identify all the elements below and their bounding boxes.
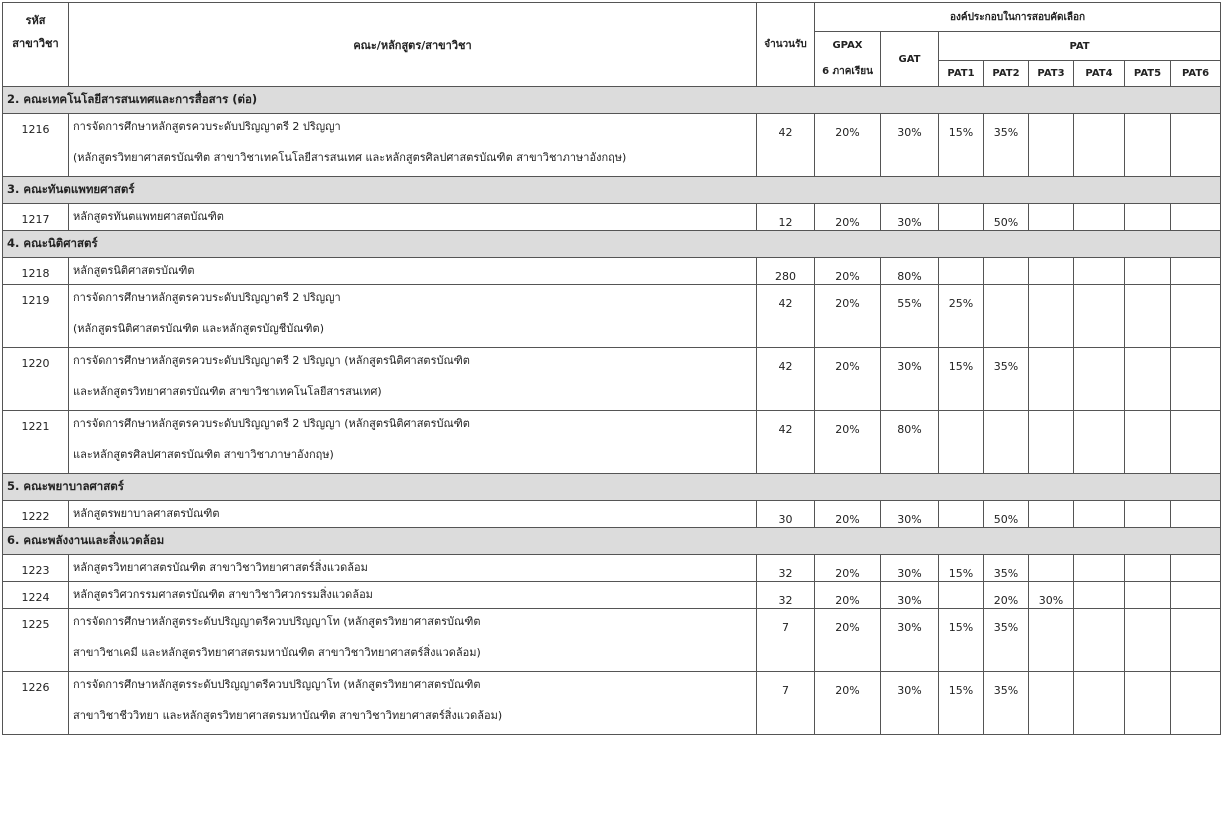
program-description-line: การจัดการศึกษาหลักสูตรระดับปริญญาตรีควบปริญญาโท (หลักสูตรวิทยาศาสตรบัณฑิต xyxy=(73,678,481,691)
program-description-line: หลักสูตรทันตแพทยศาสตบัณฑิต xyxy=(73,210,224,223)
program-description xyxy=(69,555,757,582)
pat3-value xyxy=(1029,609,1074,672)
pat2-value xyxy=(984,285,1029,348)
gpax-value: 20% xyxy=(815,555,881,582)
pat5-value xyxy=(1125,285,1171,348)
pat4-value xyxy=(1074,114,1125,177)
seats-value: 12 xyxy=(757,204,815,231)
pat4-value xyxy=(1074,258,1125,285)
pat1-value xyxy=(939,582,984,609)
program-description xyxy=(69,609,757,672)
table-row xyxy=(3,672,1221,735)
table-body xyxy=(3,87,1221,735)
gat-value: 55% xyxy=(881,285,939,348)
pat2-value: 35% xyxy=(984,672,1029,735)
pat1-value xyxy=(939,258,984,285)
program-description-line: การจัดการศึกษาหลักสูตรควบระดับปริญญาตรี 2 ปริญญา (หลักสูตรนิติศาสตรบัณฑิต xyxy=(73,417,470,430)
program-description xyxy=(69,114,757,177)
header-gpax xyxy=(815,32,881,87)
gat-value: 30% xyxy=(881,204,939,231)
pat1-value: 15% xyxy=(939,555,984,582)
gpax-value: 20% xyxy=(815,258,881,285)
pat6-value xyxy=(1171,582,1221,609)
program-code: 1219 xyxy=(3,285,69,348)
pat1-value: 25% xyxy=(939,285,984,348)
section-title: 6. คณะพลังงานและสิ่งแวดล้อม xyxy=(3,528,1221,555)
pat6-value xyxy=(1171,411,1221,474)
program-description-line: หลักสูตรนิติศาสตรบัณฑิต xyxy=(73,264,195,277)
program-description xyxy=(69,285,757,348)
pat5-value xyxy=(1125,609,1171,672)
pat3-value xyxy=(1029,411,1074,474)
program-description xyxy=(69,348,757,411)
seats-value: 30 xyxy=(757,501,815,528)
gpax-value: 20% xyxy=(815,672,881,735)
table-row xyxy=(3,114,1221,177)
pat2-value: 35% xyxy=(984,114,1029,177)
gpax-value: 20% xyxy=(815,582,881,609)
section-title: 3. คณะทันตแพทยศาสตร์ xyxy=(3,177,1221,204)
program-description xyxy=(69,204,757,231)
header-pat6: PAT6 xyxy=(1171,61,1221,87)
pat2-value: 35% xyxy=(984,609,1029,672)
seats-value: 280 xyxy=(757,258,815,285)
gpax-value: 20% xyxy=(815,204,881,231)
pat5-value xyxy=(1125,555,1171,582)
gpax-value: 20% xyxy=(815,348,881,411)
pat1-value: 15% xyxy=(939,609,984,672)
header-pat5: PAT5 xyxy=(1125,61,1171,87)
table-row xyxy=(3,348,1221,411)
pat1-value: 15% xyxy=(939,114,984,177)
program-code: 1221 xyxy=(3,411,69,474)
table-row xyxy=(3,204,1221,231)
pat3-value xyxy=(1029,555,1074,582)
pat6-value xyxy=(1171,258,1221,285)
pat1-value xyxy=(939,411,984,474)
table-header xyxy=(3,3,1221,87)
pat3-value xyxy=(1029,672,1074,735)
pat5-value xyxy=(1125,348,1171,411)
pat2-value: 50% xyxy=(984,501,1029,528)
program-description-line: สาขาวิชาเคมี และหลักสูตรวิทยาศาสตรมหาบัณฑิต สาขาวิชาวิทยาศาสตร์สิ่งแวดล้อม) xyxy=(73,646,481,659)
seats-value: 32 xyxy=(757,555,815,582)
header-gat: GAT xyxy=(881,32,939,87)
pat3-value xyxy=(1029,501,1074,528)
table-row xyxy=(3,555,1221,582)
program-description-line: หลักสูตรวิศวกรรมศาสตรบัณฑิต สาขาวิชาวิศวกรรมสิ่งแวดล้อม xyxy=(73,588,373,601)
header-gpax-line1: GPAX xyxy=(832,40,863,51)
pat5-value xyxy=(1125,582,1171,609)
program-description-line: การจัดการศึกษาหลักสูตรควบระดับปริญญาตรี 2 ปริญญา xyxy=(73,120,341,133)
seats-value: 7 xyxy=(757,609,815,672)
header-pat4: PAT4 xyxy=(1074,61,1125,87)
pat2-value xyxy=(984,411,1029,474)
section-row xyxy=(3,231,1221,258)
pat6-value xyxy=(1171,501,1221,528)
program-code: 1216 xyxy=(3,114,69,177)
pat4-value xyxy=(1074,582,1125,609)
program-description xyxy=(69,258,757,285)
gat-value: 30% xyxy=(881,672,939,735)
program-description-line: หลักสูตรพยาบาลศาสตรบัณฑิต xyxy=(73,507,220,520)
pat3-value: 30% xyxy=(1029,582,1074,609)
program-description-line: การจัดการศึกษาหลักสูตรควบระดับปริญญาตรี 2 ปริญญา xyxy=(73,291,341,304)
pat2-value: 20% xyxy=(984,582,1029,609)
section-row xyxy=(3,474,1221,501)
pat2-value: 50% xyxy=(984,204,1029,231)
pat1-value: 15% xyxy=(939,672,984,735)
program-description-line: และหลักสูตรศิลปศาสตรบัณฑิต สาขาวิชาภาษาอังกฤษ) xyxy=(73,448,334,461)
gat-value: 30% xyxy=(881,114,939,177)
pat1-value xyxy=(939,204,984,231)
gpax-value: 20% xyxy=(815,501,881,528)
gat-value: 30% xyxy=(881,348,939,411)
seats-value: 42 xyxy=(757,285,815,348)
section-row xyxy=(3,177,1221,204)
section-title: 2. คณะเทคโนโลยีสารสนเทศและการสื่อสาร (ต่อ) xyxy=(3,87,1221,114)
pat4-value xyxy=(1074,672,1125,735)
gat-value: 80% xyxy=(881,411,939,474)
program-description xyxy=(69,582,757,609)
pat6-value xyxy=(1171,114,1221,177)
pat2-value: 35% xyxy=(984,555,1029,582)
pat2-value xyxy=(984,258,1029,285)
pat5-value xyxy=(1125,204,1171,231)
pat5-value xyxy=(1125,258,1171,285)
section-row xyxy=(3,528,1221,555)
section-row xyxy=(3,87,1221,114)
table-row xyxy=(3,582,1221,609)
program-description xyxy=(69,411,757,474)
header-seats: จำนวนรับ xyxy=(757,3,815,87)
header-pat2: PAT2 xyxy=(984,61,1029,87)
pat4-value xyxy=(1074,555,1125,582)
pat3-value xyxy=(1029,285,1074,348)
pat3-value xyxy=(1029,258,1074,285)
seats-value: 7 xyxy=(757,672,815,735)
gat-value: 30% xyxy=(881,609,939,672)
pat6-value xyxy=(1171,204,1221,231)
table-row xyxy=(3,411,1221,474)
pat1-value: 15% xyxy=(939,348,984,411)
program-code: 1222 xyxy=(3,501,69,528)
gat-value: 30% xyxy=(881,555,939,582)
program-description-line: (หลักสูตรวิทยาศาสตรบัณฑิต สาขาวิชาเทคโนโลยีสารสนเทศ และหลักสูตรศิลปศาสตรบัณฑิต สาขาวิชาภาษาอังกฤษ) xyxy=(73,151,627,164)
program-description-line: และหลักสูตรวิทยาศาสตรบัณฑิต สาขาวิชาเทคโนโลยีสารสนเทศ) xyxy=(73,385,382,398)
program-code: 1218 xyxy=(3,258,69,285)
pat6-value xyxy=(1171,285,1221,348)
table-row xyxy=(3,501,1221,528)
header-pat1: PAT1 xyxy=(939,61,984,87)
program-code: 1224 xyxy=(3,582,69,609)
gpax-value: 20% xyxy=(815,411,881,474)
header-program: คณะ/หลักสูตร/สาขาวิชา xyxy=(69,3,757,87)
gpax-value: 20% xyxy=(815,114,881,177)
pat5-value xyxy=(1125,411,1171,474)
pat6-value xyxy=(1171,672,1221,735)
table-row xyxy=(3,258,1221,285)
gpax-value: 20% xyxy=(815,609,881,672)
pat2-value: 35% xyxy=(984,348,1029,411)
program-description-line: สาขาวิชาชีววิทยา และหลักสูตรวิทยาศาสตรมหาบัณฑิต สาขาวิชาวิทยาศาสตร์สิ่งแวดล้อม) xyxy=(73,709,503,722)
program-description xyxy=(69,672,757,735)
pat3-value xyxy=(1029,348,1074,411)
program-code: 1226 xyxy=(3,672,69,735)
pat4-value xyxy=(1074,204,1125,231)
pat6-value xyxy=(1171,348,1221,411)
pat4-value xyxy=(1074,501,1125,528)
program-code: 1223 xyxy=(3,555,69,582)
header-pat3: PAT3 xyxy=(1029,61,1074,87)
program-description-line: (หลักสูตรนิติศาสตรบัณฑิต และหลักสูตรบัญชีบัณฑิต) xyxy=(73,322,324,335)
seats-value: 42 xyxy=(757,348,815,411)
pat6-value xyxy=(1171,609,1221,672)
gat-value: 30% xyxy=(881,582,939,609)
pat5-value xyxy=(1125,672,1171,735)
pat4-value xyxy=(1074,285,1125,348)
program-code: 1217 xyxy=(3,204,69,231)
header-code-line1: รหัส xyxy=(25,14,46,27)
program-description-line: การจัดการศึกษาหลักสูตรระดับปริญญาตรีควบปริญญาโท (หลักสูตรวิทยาศาสตรบัณฑิต xyxy=(73,615,481,628)
gat-value: 80% xyxy=(881,258,939,285)
header-gpax-line2: 6 ภาคเรียน xyxy=(822,66,873,77)
program-code: 1225 xyxy=(3,609,69,672)
section-title: 4. คณะนิติศาสตร์ xyxy=(3,231,1221,258)
pat4-value xyxy=(1074,411,1125,474)
program-description-line: หลักสูตรวิทยาศาสตรบัณฑิต สาขาวิชาวิทยาศาสตร์สิ่งแวดล้อม xyxy=(73,561,368,574)
pat4-value xyxy=(1074,609,1125,672)
header-components: องค์ประกอบในการสอบคัดเลือก xyxy=(815,3,1221,32)
header-code xyxy=(3,3,69,87)
pat6-value xyxy=(1171,555,1221,582)
pat5-value xyxy=(1125,114,1171,177)
seats-value: 42 xyxy=(757,411,815,474)
pat3-value xyxy=(1029,204,1074,231)
gat-value: 30% xyxy=(881,501,939,528)
program-code: 1220 xyxy=(3,348,69,411)
gpax-value: 20% xyxy=(815,285,881,348)
table-row xyxy=(3,285,1221,348)
header-code-line2: สาขาวิชา xyxy=(12,37,59,50)
header-pat: PAT xyxy=(939,32,1221,61)
table-row xyxy=(3,609,1221,672)
seats-value: 32 xyxy=(757,582,815,609)
program-description-line: การจัดการศึกษาหลักสูตรควบระดับปริญญาตรี 2 ปริญญา (หลักสูตรนิติศาสตรบัณฑิต xyxy=(73,354,470,367)
pat4-value xyxy=(1074,348,1125,411)
program-description xyxy=(69,501,757,528)
pat5-value xyxy=(1125,501,1171,528)
section-title: 5. คณะพยาบาลศาสตร์ xyxy=(3,474,1221,501)
seats-value: 42 xyxy=(757,114,815,177)
pat3-value xyxy=(1029,114,1074,177)
admission-table xyxy=(2,2,1221,735)
pat1-value xyxy=(939,501,984,528)
